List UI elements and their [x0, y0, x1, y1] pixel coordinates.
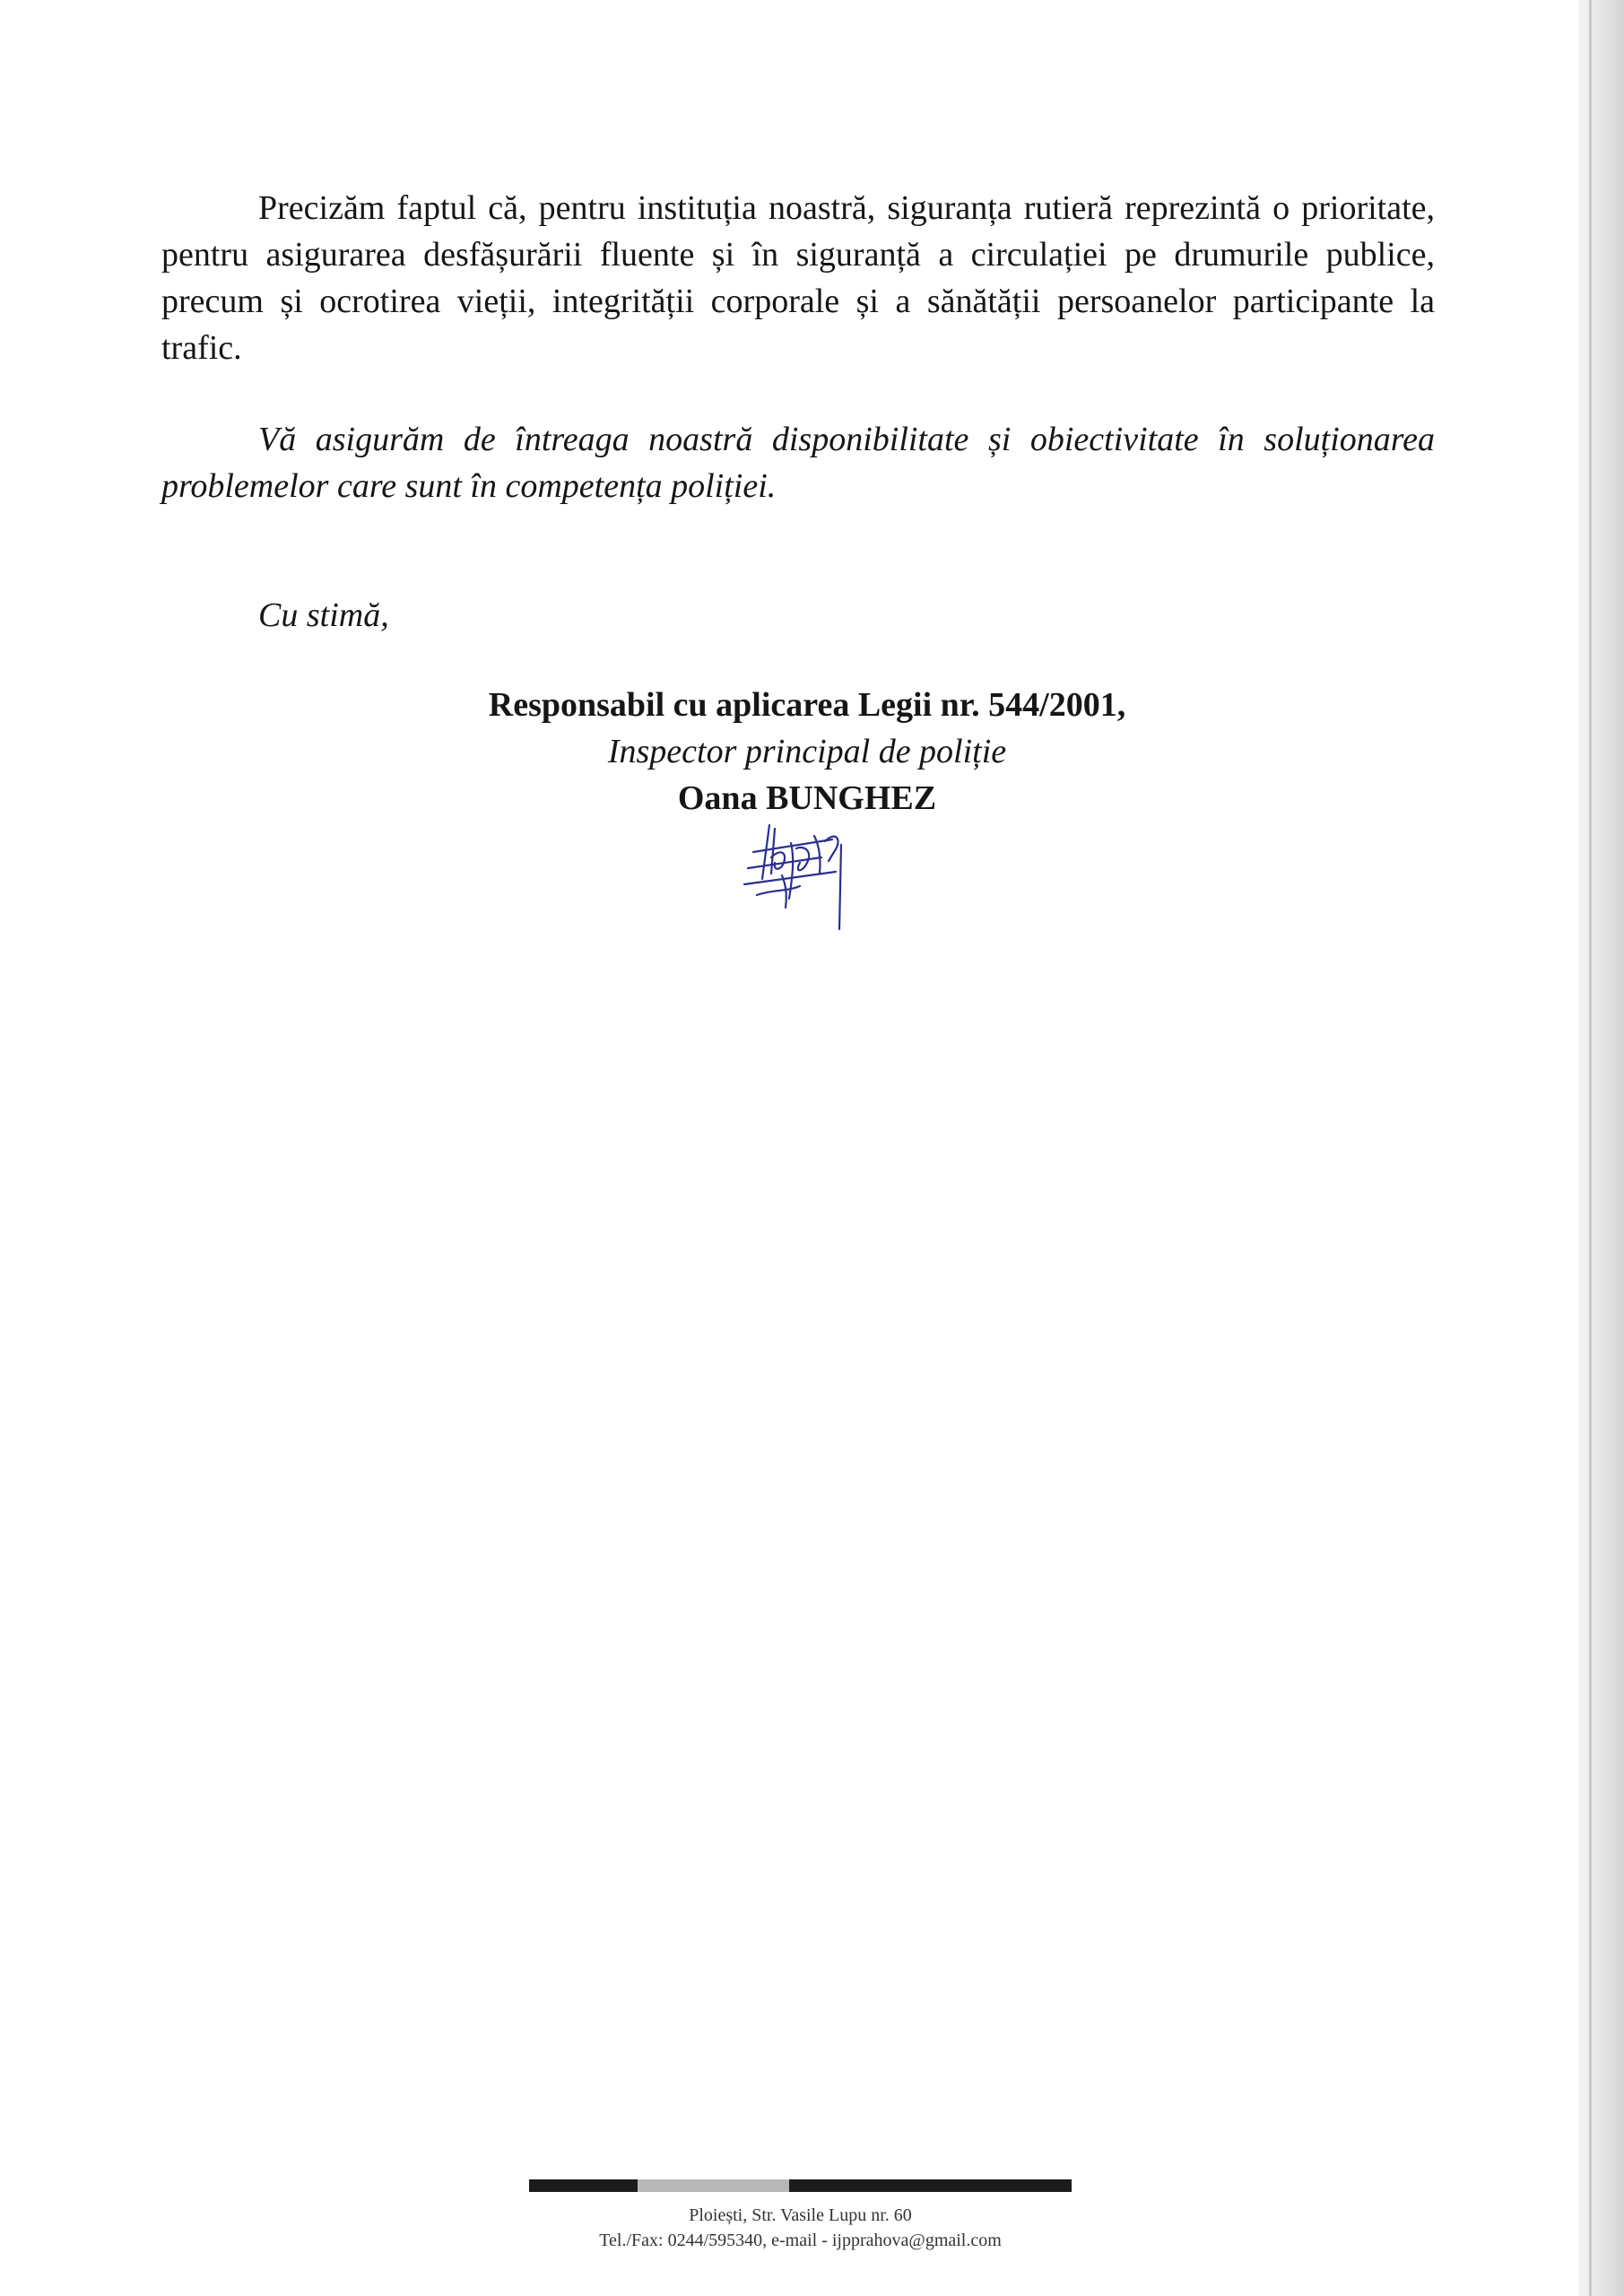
paragraph-road-safety: Precizăm faptul că, pentru instituția noastră, siguranța rutieră reprezintă o prioritate, pentru asigurarea desfășurării fluente și în siguranță a circulației pe drumurile publice, precum și ocrotirea vieții, integrității corporale și a sănătății persoanelor participante la trafic. [161, 189, 1435, 367]
footer-decorative-bar [529, 2179, 1072, 2192]
signatory-rank: Inspector principal de poliție [607, 733, 1007, 770]
signatory-name: Oana BUNGHEZ [677, 779, 937, 817]
scan-page-edge-line [1589, 0, 1592, 2296]
footer [529, 2203, 1072, 2253]
footer-address: Ploiești, Str. Vasile Lupu nr. 60 [689, 2205, 912, 2225]
signatory-role: Responsabil cu aplicarea Legii nr. 544/2001, [488, 686, 1126, 724]
paragraph-availability: Vă asigurăm de întreaga noastră disponibilitate și obiectivitate în soluționarea problemelor care sunt în competența poliției. [161, 421, 1435, 505]
scan-page-edge-shadow [1578, 0, 1624, 2296]
signature-block [430, 682, 1184, 822]
closing-salutation: Cu stimă, [258, 596, 389, 634]
footer-contact: Tel./Fax: 0244/595340, e-mail - ijpprahova@gmail.com [599, 2231, 1002, 2250]
handwritten-signature [735, 822, 870, 938]
